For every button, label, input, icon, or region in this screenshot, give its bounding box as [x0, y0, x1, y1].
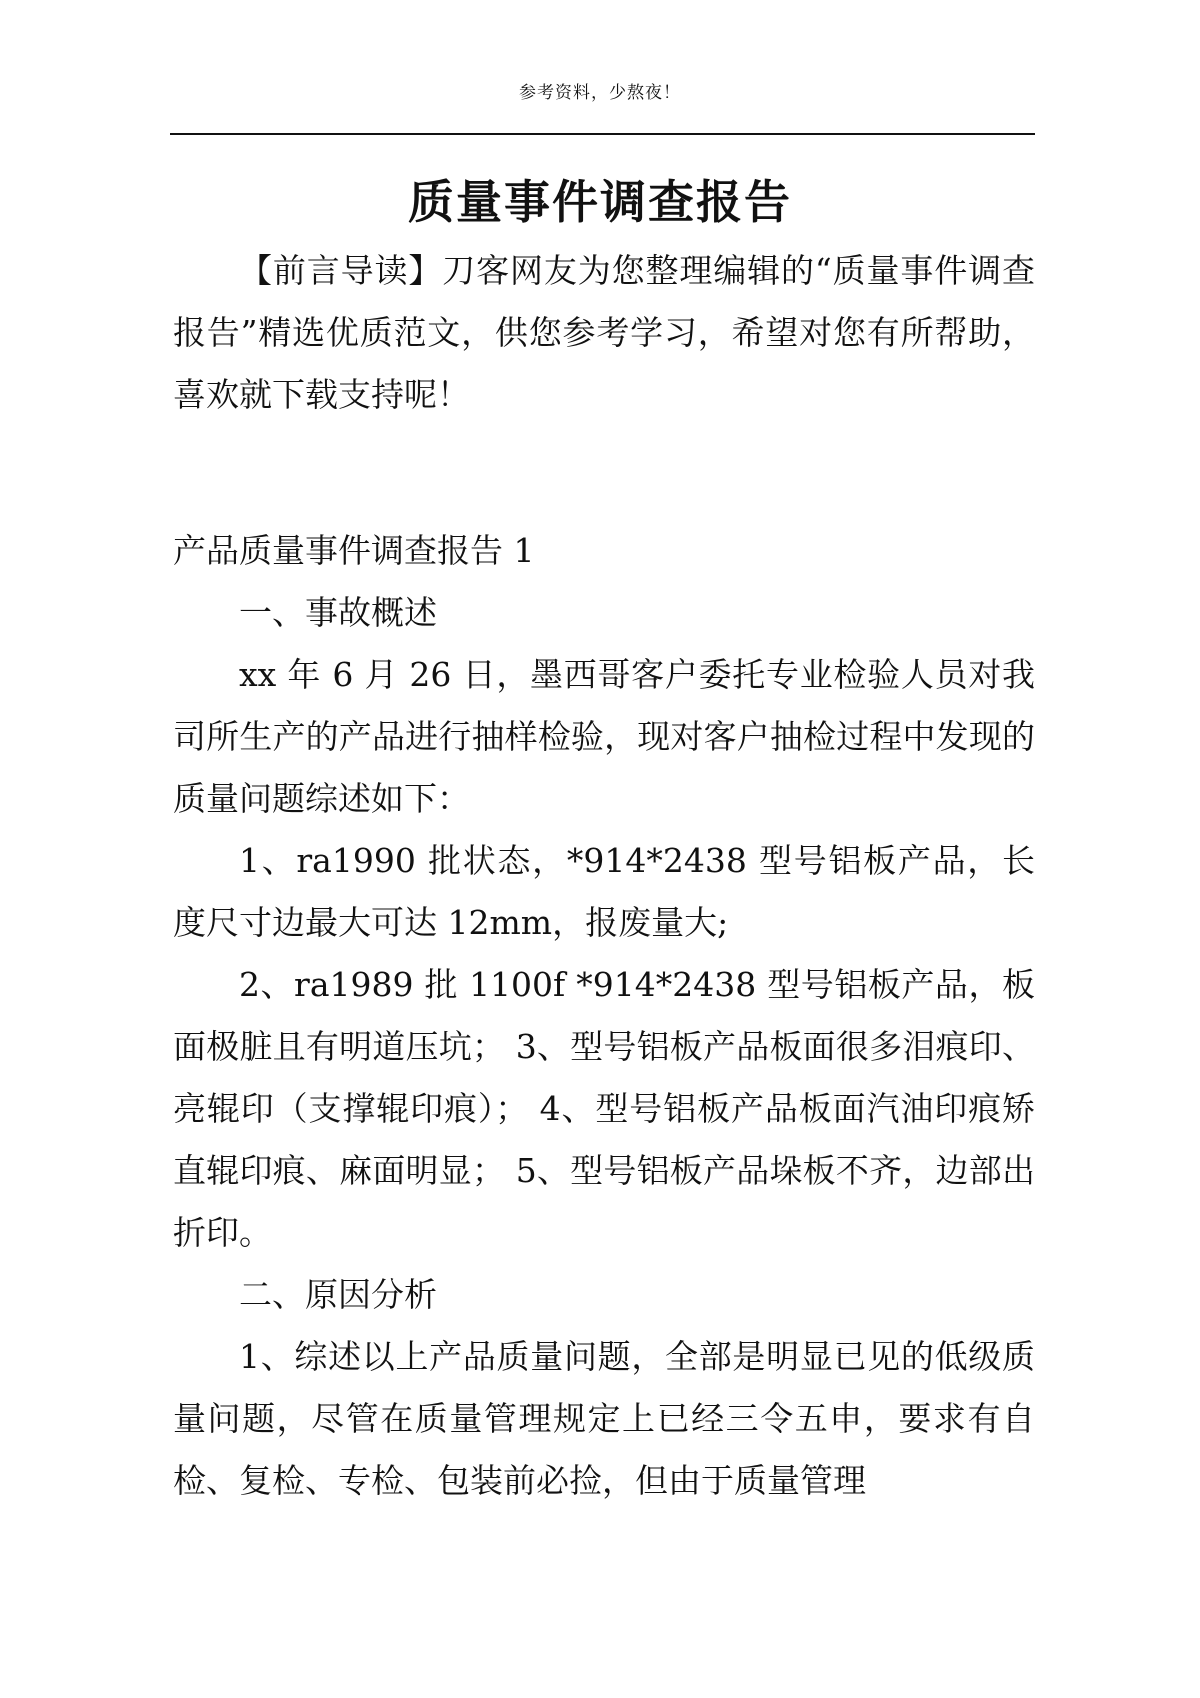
intro-paragraph: 【前言导读】刀客网友为您整理编辑的“质量事件调查报告”精选优质范文，供您参考学习，希望对您有所帮助，喜欢就下载支持呢！ — [173, 251, 1035, 414]
heading-cause-analysis: 二、原因分析 — [239, 1275, 437, 1314]
paragraph-overview: xx 年 6 月 26 日，墨西哥客户委托专业检验人员对我司所生产的产品进行抽样检验，现对客户抽检过程中发现的质量问题综述如下： — [173, 655, 1035, 818]
paragraph-issue-1: 1、ra1990 批状态，*914*2438 型号铝板产品，长度尺寸边最大可达 12mm，报废量大; — [173, 841, 1035, 942]
header-note: 参考资料，少熬夜！ — [519, 83, 681, 103]
section-title: 产品质量事件调查报告 1 — [173, 531, 535, 570]
heading-accident-overview: 一、事故概述 — [239, 593, 437, 632]
page-title: 质量事件调查报告 — [408, 174, 792, 229]
paragraph-issue-2-5: 2、ra1989 批 1100f *914*2438 型号铝板产品，板面极脏且有明道压坑； 3、型号铝板产品板面很多泪痕印、亮辊印（支撑辊印痕）； 4、型号铝板产品板面汽油印痕矫直辊印痕、麻面明显； 5、型号铝板产品垛板不齐，边部出折印。 — [173, 965, 1035, 1252]
body-block — [173, 520, 1035, 1512]
intro-block — [173, 240, 1035, 426]
header-divider — [170, 133, 1035, 135]
paragraph-cause-1: 1、综述以上产品质量问题，全部是明显已见的低级质量问题，尽管在质量管理规定上已经三令五申，要求有自检、复检、专检、包装前必捡，但由于质量管理 — [173, 1337, 1035, 1500]
